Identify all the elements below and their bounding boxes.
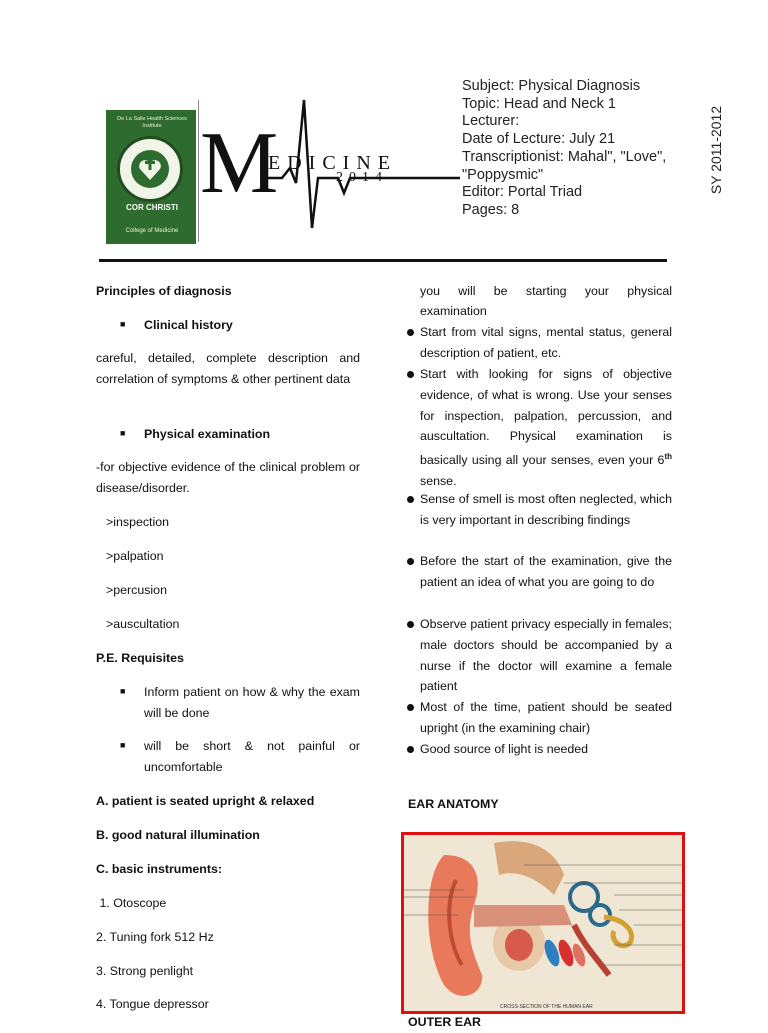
square-bullet-icon: ■ [120,428,126,438]
bullet-dot-icon [407,558,414,565]
document-meta [462,78,666,220]
method-percussion: >percusion [106,583,167,597]
meta-editor: Editor: Portal Triad [462,184,583,201]
continued-line: you will be starting your physical [420,284,672,298]
square-bullet-icon: ■ [120,740,126,750]
principles-heading: Principles of diagnosis [96,284,232,298]
list-item [420,364,672,492]
logo-motto: COR CHRISTI [126,203,178,212]
physical-exam-heading: Physical examination [144,427,271,441]
superscript-th: th [664,452,672,462]
square-bullet-icon: ■ [120,319,126,329]
meta-date: Date of Lecture: July 21 [462,131,616,148]
instrument-penlight: 3. Strong penlight [96,964,194,978]
ear-figure-caption: CROSS-SECTION OF THE HUMAN EAR [500,1004,593,1010]
list-item: Most of the time, patient should be seated upright (in the examining chair) [420,700,672,735]
requisite-item: will be short & not painful or uncomfortable [144,739,360,774]
medicine-year: 2014 [336,170,388,185]
bullet-dot-icon [407,496,414,503]
meta-transcriptionist-cont: "Poppysmic" [462,166,544,183]
instrument-tuning-fork: 2. Tuning fork 512 Hz [96,930,214,944]
instrument-tongue-depressor: 4. Tongue depressor [96,997,209,1011]
requisite-item: Inform patient on how & why the exam will be done [144,685,360,720]
meta-subject: Subject: Physical Diagnosis [462,78,641,94]
meta-lecturer: Lecturer: [462,113,520,130]
list-item-text: Start with looking for signs of objective evidence, of what is wrong. Use your senses for inspection, palpation, percussion, and auscultation. Physical examination is basically using all your senses, even your 6 [420,367,672,468]
heart-cross-icon [137,156,163,182]
medicine-word: EDICINE [268,152,397,174]
bullet-dot-icon [407,704,414,711]
clinical-history-text: careful, detailed, complete description and correlation of symptoms & other pertinent data [96,351,360,386]
bullet-dot-icon [407,371,414,378]
outer-ear-heading: OUTER EAR [408,1015,481,1029]
method-inspection: >inspection [106,515,170,529]
meta-transcriptionist: Transcriptionist: Mahal", "Love", [462,148,667,165]
physical-exam-text: -for objective evidence of the clinical problem or disease/disorder. [96,460,360,495]
logo-divider [198,100,199,242]
ecg-line-icon [260,98,460,238]
list-item: Observe patient privacy especially in females; male doctors should be accompanied by a nurse if the doctor will examine a female patient [420,617,672,694]
meta-topic: Topic: Head and Neck 1 [462,95,616,112]
requisite-a: A. patient is seated upright & relaxed [96,794,315,808]
square-bullet-icon: ■ [120,686,126,696]
meta-pages: Pages: 8 [462,201,520,218]
logo-institute-text: De La Salle Health Sciences Institute [117,116,187,129]
logo-college: College of Medicine [125,228,179,234]
ear-anatomy-heading: EAR ANATOMY [408,797,499,811]
list-item-text-end: sense. [420,474,457,489]
instrument-otoscope: 1. Otoscope [96,896,167,910]
list-item: Before the start of the examination, give the patient an idea of what you are going to do [420,554,672,589]
bullet-dot-icon [407,621,414,628]
ear-anatomy-figure [401,832,685,1014]
header-rule [99,259,667,262]
medicine-letter-m: M [200,115,279,212]
list-item: Sense of smell is most often neglected, which is very important in describing findings [420,492,672,527]
bullet-dot-icon [407,746,414,753]
list-item: Good source of light is needed [420,742,589,756]
school-year: SY 2011-2012 [708,105,724,195]
bullet-dot-icon [407,329,414,336]
clinical-history-heading: Clinical history [144,318,233,332]
requisite-c: C. basic instruments: [96,862,222,876]
ear-cross-section-image [404,835,682,1011]
continued-line-end: examination [420,304,487,318]
requisite-b: B. good natural illumination [96,828,260,842]
method-palpation: >palpation [106,549,164,563]
method-auscultation: >auscultation [106,617,180,631]
list-item: Start from vital signs, mental status, general description of patient, etc. [420,325,672,360]
requisites-heading: P.E. Requisites [96,651,184,665]
